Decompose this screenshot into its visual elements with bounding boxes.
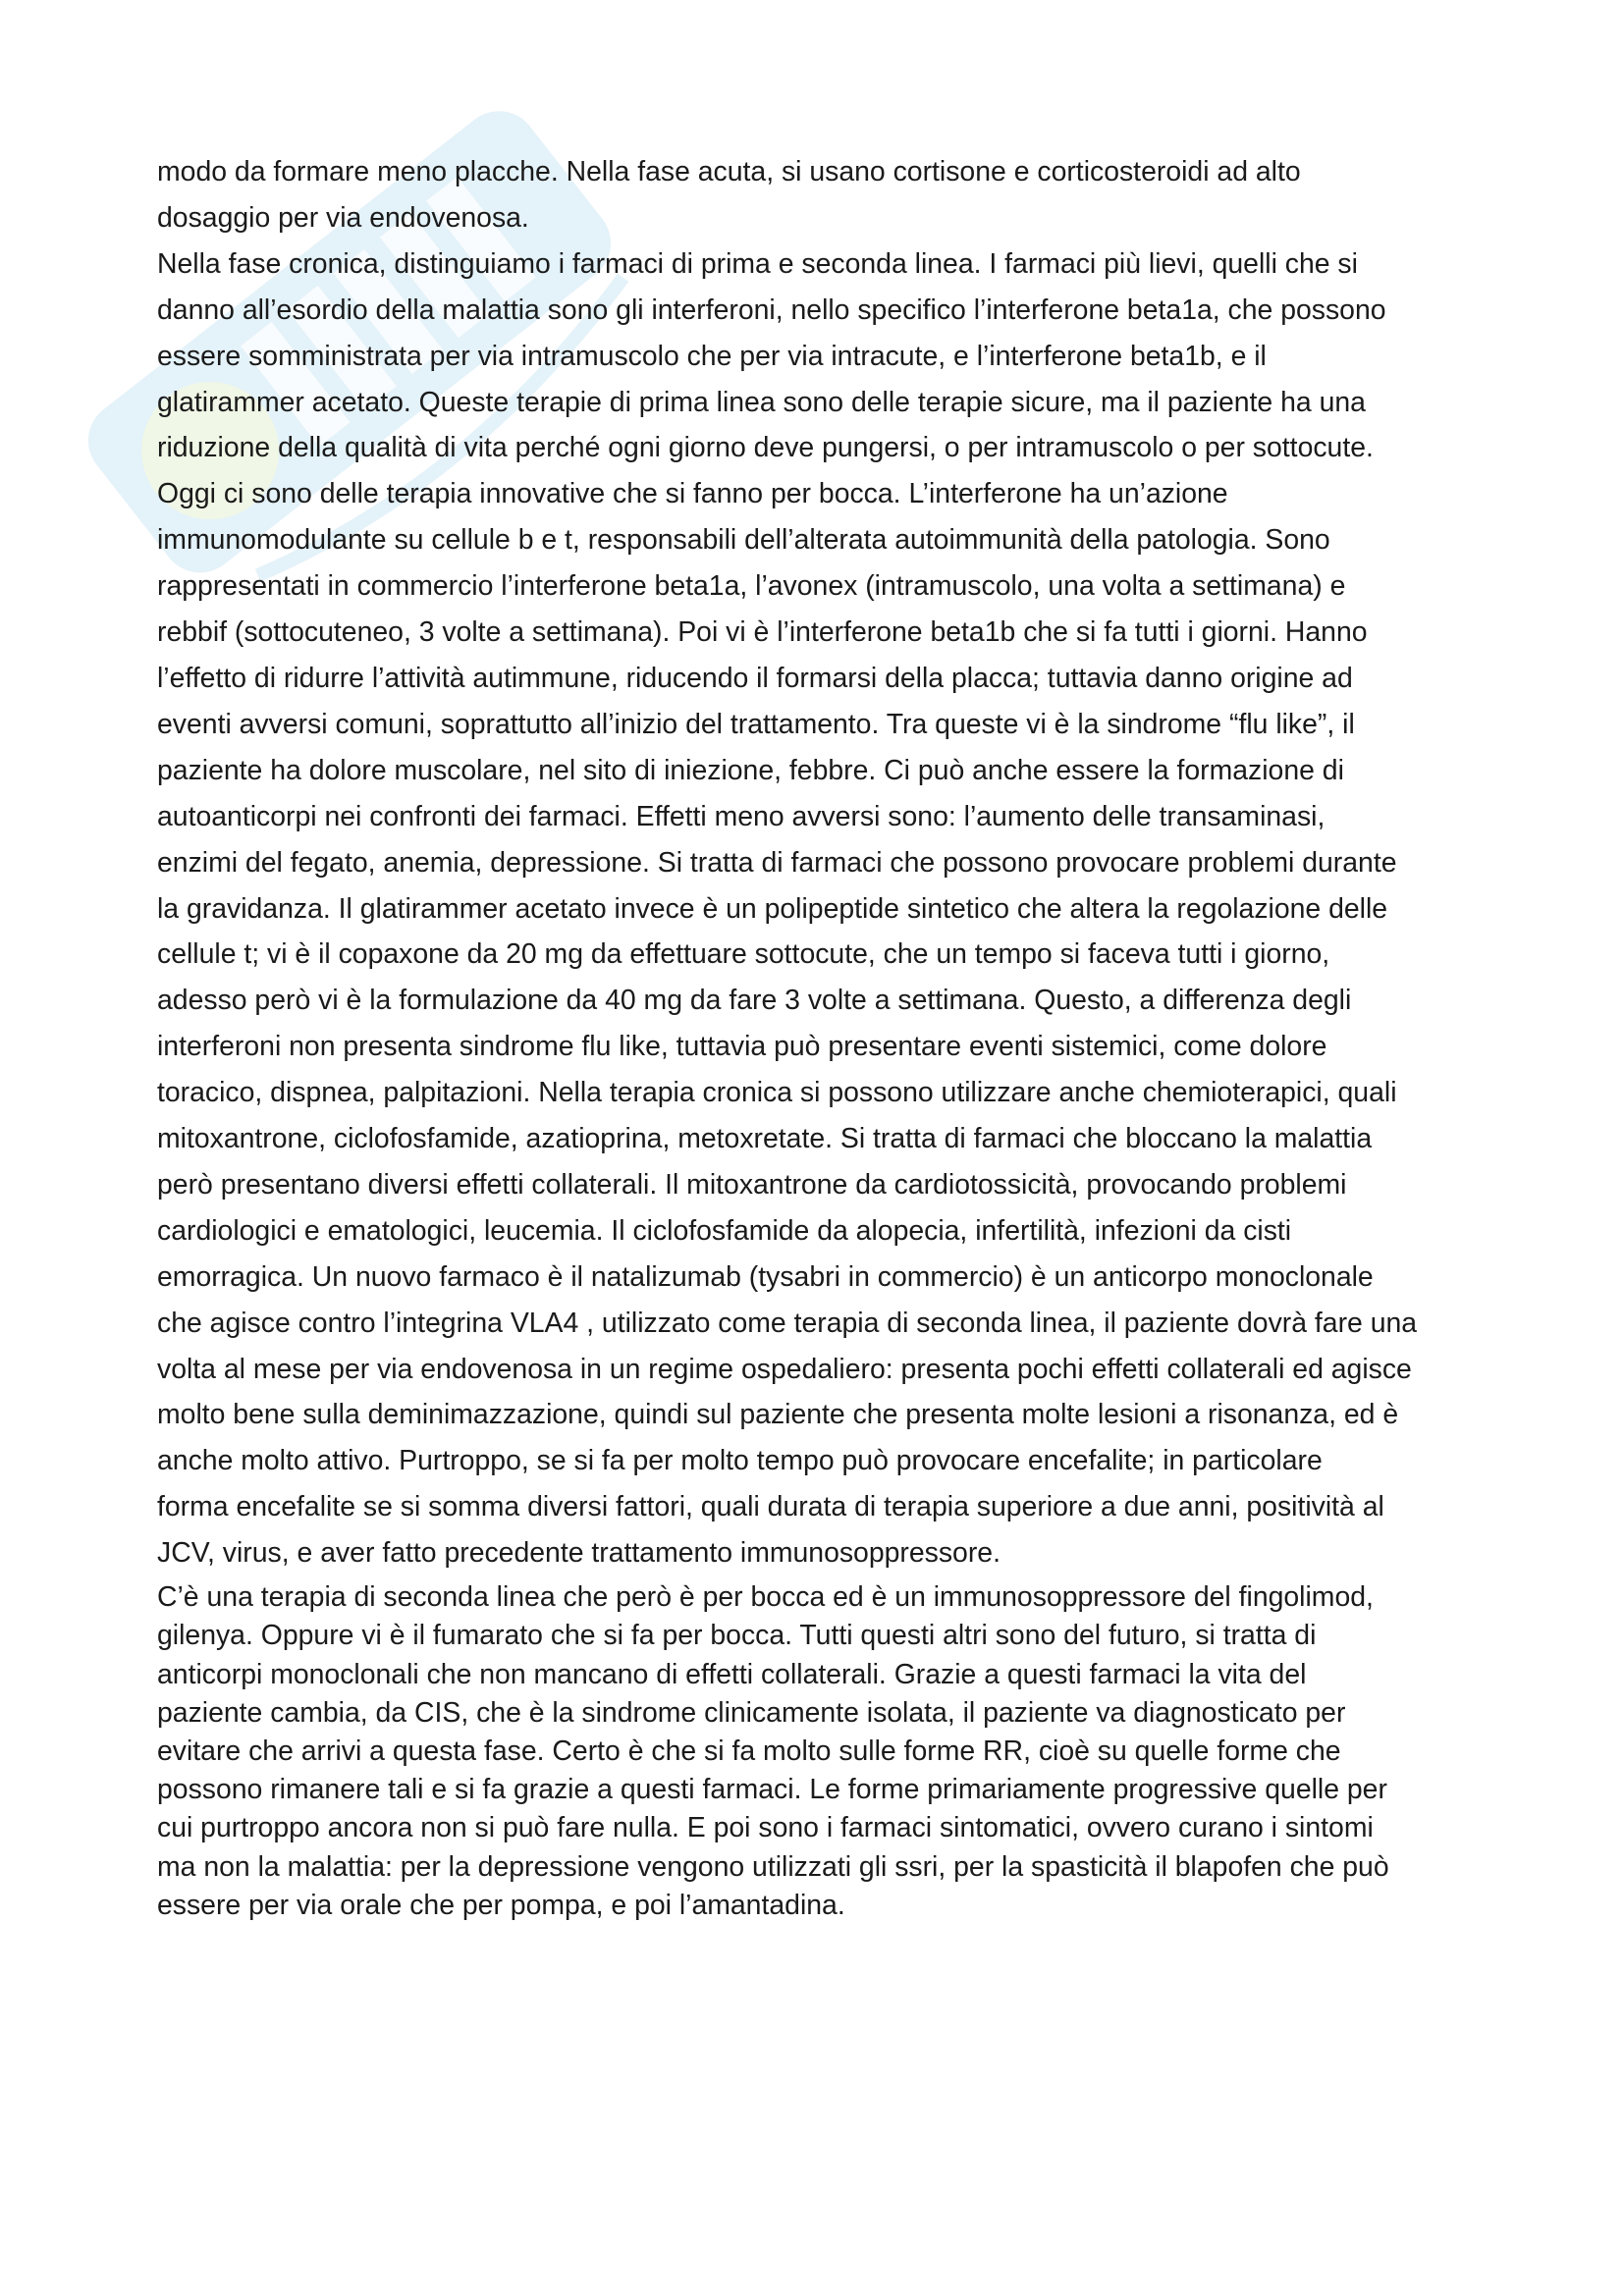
- text-line: danno all’esordio della malattia sono gli interferoni, nello specifico l’interferone beta1a, che possono: [157, 294, 1386, 326]
- text-line: cardiologici e ematologici, leucemia. Il ciclofosfamide da alopecia, infertilità, infezioni da cisti: [157, 1214, 1292, 1247]
- text-line: paziente cambia, da CIS, che è la sindrome clinicamente isolata, il paziente va diagnosticato per: [157, 1696, 1346, 1729]
- paragraph-1: [157, 149, 1517, 241]
- text-line: interferoni non presenta sindrome flu like, tuttavia può presentare eventi sistemici, come dolore: [157, 1031, 1327, 1063]
- text-line: anticorpi monoclonali che non mancano di effetti collaterali. Grazie a questi farmaci la vita del: [157, 1658, 1307, 1690]
- text-line: paziente ha dolore muscolare, nel sito di iniezione, febbre. Ci può anche essere la formazione di: [157, 754, 1344, 786]
- text-line: evitare che arrivi a questa fase. Certo è che si fa molto sulle forme RR, cioè su quelle forme che: [157, 1735, 1341, 1767]
- text-line: autoanticorpi nei confronti dei farmaci. Effetti meno avversi sono: l’aumento delle transaminasi,: [157, 800, 1325, 832]
- text-line: gilenya. Oppure vi è il fumarato che si fa per bocca. Tutti questi altri sono del futuro, si tratta di: [157, 1620, 1317, 1652]
- text-line: dosaggio per via endovenosa.: [157, 201, 529, 234]
- text-line: toracico, dispnea, palpitazioni. Nella terapia cronica si possono utilizzare anche chemioterapici, quali: [157, 1077, 1397, 1109]
- document-body: [157, 149, 1517, 1925]
- text-line: mitoxantrone, ciclofosfamide, azatioprina, metoxretate. Si tratta di farmaci che bloccano la malattia: [157, 1123, 1373, 1155]
- text-line: molto bene sulla deminimazzazione, quindi sul paziente che presenta molte lesioni a risonanza, ed è: [157, 1399, 1399, 1431]
- text-line: forma encefalite se si somma diversi fattori, quali durata di terapia superiore a due anni, positività al: [157, 1491, 1384, 1523]
- text-line: però presentano diversi effetti collaterali. Il mitoxantrone da cardiotossicità, provocando problemi: [157, 1168, 1347, 1201]
- text-line: enzimi del fegato, anemia, depressione. Si tratta di farmaci che possono provocare problemi durante: [157, 846, 1397, 879]
- text-line: ma non la malattia: per la depressione vengono utilizzati gli ssri, per la spasticità il blapofen che può: [157, 1850, 1389, 1883]
- paragraph-3: [157, 1578, 1517, 1925]
- text-line: C’è una terapia di seconda linea che però è per bocca ed è un immunosoppressore del fingolimod,: [157, 1581, 1374, 1614]
- text-line: glatirammer acetato. Queste terapie di prima linea sono delle terapie sicure, ma il paziente ha una: [157, 386, 1366, 418]
- text-line: Oggi ci sono delle terapia innovative che si fanno per bocca. L’interferone ha un’azione: [157, 478, 1228, 510]
- text-line: la gravidanza. Il glatirammer acetato invece è un polipeptide sintetico che altera la regolazione delle: [157, 892, 1388, 925]
- text-line: cui purtroppo ancora non si può fare nulla. E poi sono i farmaci sintomatici, ovvero curano i sintomi: [157, 1812, 1374, 1844]
- text-line: rappresentati in commercio l’interferone beta1a, l’avonex (intramuscolo, una volta a settimana) e: [157, 570, 1346, 603]
- text-line: immunomodulante su cellule b e t, responsabili dell’alterata autoimmunità della patologia. Sono: [157, 524, 1330, 557]
- text-line: possono rimanere tali e si fa grazie a questi farmaci. Le forme primariamente progressive quelle per: [157, 1774, 1387, 1806]
- text-line: anche molto attivo. Purtroppo, se si fa per molto tempo può provocare encefalite; in particolare: [157, 1445, 1323, 1477]
- text-line: modo da formare meno placche. Nella fase acuta, si usano cortisone e corticosteroidi ad alto: [157, 156, 1301, 187]
- text-line: riduzione della qualità di vita perché ogni giorno deve pungersi, o per intramuscolo o per sottocute.: [157, 432, 1374, 464]
- text-line: eventi avversi comuni, soprattutto all’inizio del trattamento. Tra queste vi è la sindrome “flu like”, il: [157, 708, 1355, 740]
- text-line: Nella fase cronica, distinguiamo i farmaci di prima e seconda linea. I farmaci più lievi, quelli che si: [157, 247, 1358, 280]
- text-line: adesso però vi è la formulazione da 40 mg da fare 3 volte a settimana. Questo, a differenza degli: [157, 985, 1352, 1017]
- text-line: essere per via orale che per pompa, e poi l’amantadina.: [157, 1889, 845, 1921]
- text-line: che agisce contro l’integrina VLA4 , utilizzato come terapia di seconda linea, il paziente dovrà fare una: [157, 1307, 1418, 1339]
- paragraph-2: [157, 241, 1517, 1576]
- text-line: rebbif (sottocuteneo, 3 volte a settimana). Poi vi è l’interferone beta1b che si fa tutti i giorni. Hanno: [157, 616, 1368, 649]
- text-line: cellule t; vi è il copaxone da 20 mg da effettuare sottocute, che un tempo si faceva tutti i giorno,: [157, 938, 1330, 971]
- text-line: volta al mese per via endovenosa in un regime ospedaliero: presenta pochi effetti collaterali ed agisce: [157, 1353, 1412, 1385]
- text-line: l’effetto di ridurre l’attività autimmune, riducendo il formarsi della placca; tuttavia danno origine ad: [157, 662, 1353, 694]
- text-line: emorragica. Un nuovo farmaco è il natalizumab (tysabri in commercio) è un anticorpo monoclonale: [157, 1260, 1374, 1293]
- text-line: essere somministrata per via intramuscolo che per via intracute, e l’interferone beta1b, e il: [157, 340, 1267, 372]
- text-line: JCV, virus, e aver fatto precedente trattamento immunosoppressore.: [157, 1537, 1001, 1570]
